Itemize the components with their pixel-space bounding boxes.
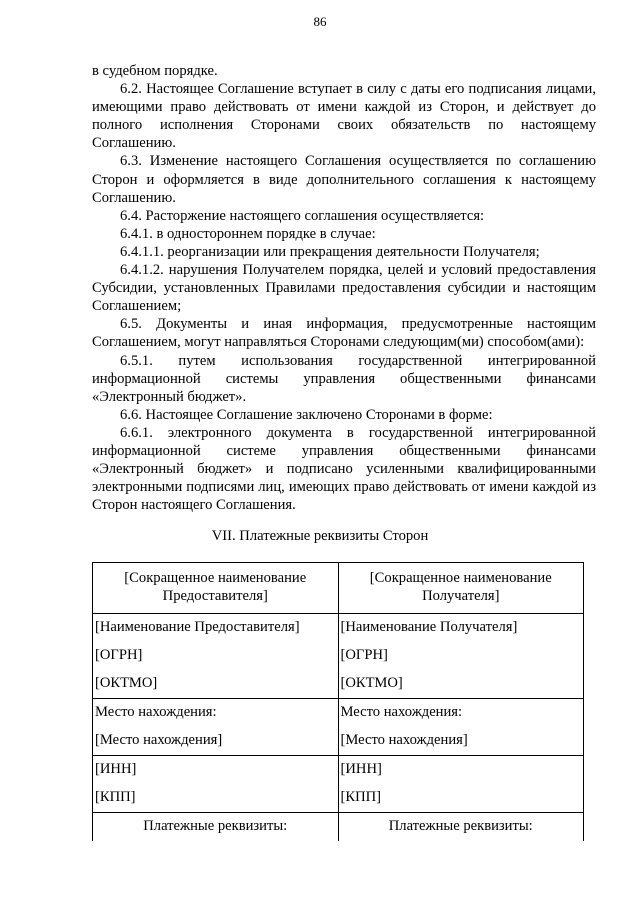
paragraph-6-4: 6.4. Расторжение настоящего соглашения осуществляется:: [120, 207, 485, 224]
paragraph-6-4-1-2: 6.4.1.2. нарушения Получателем порядка, целей и условий предоставления Субсидии, установленных Правилами предоставления субсидии и настоящим Соглашением;: [92, 262, 596, 315]
table-row: [93, 756, 584, 813]
provider-short-name-cell: [93, 563, 339, 614]
provider-kpp: [КПП]: [95, 789, 136, 805]
recipient-ids-cell: [338, 614, 584, 699]
provider-location-label: Место нахождения:: [95, 704, 217, 720]
provider-short-name: [Сокращенное наименование Предоставителя]: [124, 570, 307, 604]
recipient-payment-label: Платежные реквизиты:: [388, 818, 533, 834]
recipient-oktmo: [ОКТМО]: [340, 675, 403, 691]
table-row: [93, 699, 584, 756]
recipient-payment-cell: [338, 813, 584, 842]
paragraph-6-6-1: 6.6.1. электронного документа в государственной интегрированной информационной системе управления общественными финансами «Электронный бюджет» и подписано усиленными квалифицированными электронными подписями лиц, имеющих право действовать от имени каждой из Сторон настоящего Соглашения.: [92, 424, 596, 514]
provider-payment-label: Платежные реквизиты:: [143, 818, 288, 834]
payment-details-table: [92, 562, 584, 841]
paragraph-6-5: 6.5. Документы и иная информация, предусмотренные настоящим Соглашением, могут направляться Сторонами следующим(ми) способом(ами):: [92, 316, 596, 351]
provider-payment-cell: [93, 813, 339, 842]
recipient-location-label: Место нахождения:: [340, 704, 463, 720]
table-row: [93, 563, 584, 614]
agreement-text: [92, 62, 596, 514]
recipient-ogrn: [ОГРН]: [340, 647, 388, 663]
paragraph-6-3: 6.3. Изменение настоящего Соглашения осуществляется по соглашению Сторон и оформляется в виде дополнительного соглашения к настоящему Соглашению.: [92, 153, 596, 206]
paragraph-6-2: 6.2. Настоящее Соглашение вступает в силу с даты его подписания лицами, имеющими право действовать от имени каждой из Сторон, и действует до полного исполнения Сторонами своих обязательств по настоящему Соглашению.: [92, 81, 596, 152]
recipient-location-cell: [338, 699, 584, 756]
recipient-short-name-cell: [338, 563, 584, 614]
provider-ogrn: [ОГРН]: [95, 647, 143, 663]
recipient-kpp: [КПП]: [340, 789, 382, 805]
provider-tax-cell: [93, 756, 339, 813]
recipient-location: [Место нахождения]: [340, 732, 468, 748]
table-row: [93, 813, 584, 842]
paragraph-continuation: в судебном порядке.: [92, 63, 218, 79]
provider-location-cell: [93, 699, 339, 756]
provider-ids-cell: [93, 614, 339, 699]
paragraph-6-4-1-1: 6.4.1.1. реорганизации или прекращения деятельности Получателя;: [120, 243, 540, 260]
recipient-name: [Наименование Получателя]: [340, 619, 518, 635]
paragraph-6-5-1: 6.5.1. путем использования государственной интегрированной информационной системы управления общественными финансами «Электронный бюджет».: [92, 352, 596, 405]
recipient-tax-cell: [338, 756, 584, 813]
paragraph-6-6: 6.6. Настоящее Соглашение заключено Сторонами в форме:: [120, 406, 493, 423]
provider-oktmo: [ОКТМО]: [95, 675, 158, 691]
page-number: 86: [313, 14, 327, 29]
section-title: VII. Платежные реквизиты Сторон: [211, 528, 429, 544]
provider-name: [Наименование Предоставителя]: [95, 619, 300, 635]
recipient-short-name: [Сокращенное наименование Получателя]: [369, 570, 552, 604]
paragraph-6-4-1: 6.4.1. в одностороннем порядке в случае:: [120, 225, 376, 242]
provider-location: [Место нахождения]: [95, 732, 223, 748]
recipient-inn: [ИНН]: [340, 761, 382, 777]
provider-inn: [ИНН]: [95, 761, 137, 777]
table-row: [93, 614, 584, 699]
